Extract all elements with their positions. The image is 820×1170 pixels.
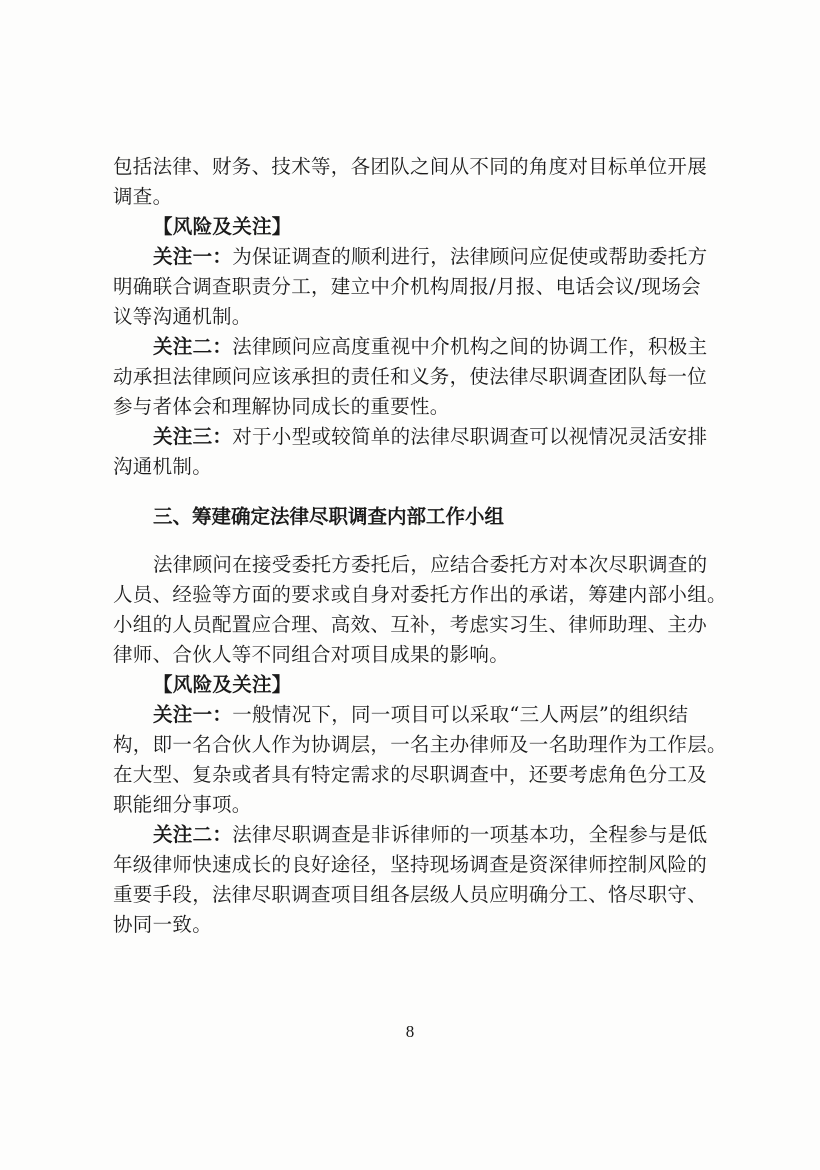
page-body bbox=[113, 152, 727, 940]
note-line bbox=[113, 242, 719, 272]
note-label: 关注二： bbox=[153, 823, 233, 846]
text-line: 协同一致。 bbox=[113, 913, 213, 936]
note-label: 关注一： bbox=[153, 245, 233, 268]
note-text: 法律顾问应高度重视中介机构之间的协调工作，积极主 bbox=[232, 335, 708, 358]
note-text: 为保证调查的顺利进行，法律顾问应促使或帮助委托方 bbox=[232, 245, 708, 268]
text-line: 人员、经验等方面的要求或自身对委托方作出的承诺，筹建内部小组。 bbox=[113, 583, 727, 606]
text-line: 小组的人员配置应合理、高效、互补，考虑实习生、律师助理、主办 bbox=[113, 613, 708, 636]
note-text: 法律尽职调查是非诉律师的一项基本功，全程参与是低 bbox=[232, 823, 708, 846]
section-heading: 三、筹建确定法律尽职调查内部工作小组 bbox=[153, 505, 505, 528]
risk-heading: 【风险及关注】 bbox=[153, 673, 292, 696]
text-line: 参与者体会和理解协同成长的重要性。 bbox=[113, 395, 450, 418]
note-label: 关注三： bbox=[153, 425, 233, 448]
text-line: 沟通机制。 bbox=[113, 455, 213, 478]
note-text: 一般情况下，同一项目可以采取“三人两层”的组织结 bbox=[232, 703, 689, 726]
note-line bbox=[113, 820, 719, 850]
text-line: 律师、合伙人等不同组合对项目成果的影响。 bbox=[113, 643, 510, 666]
text-line: 动承担法律顾问应该承担的责任和义务，使法律尽职调查团队每一位 bbox=[113, 365, 708, 388]
risk-heading: 【风险及关注】 bbox=[153, 215, 292, 238]
text-line: 职能细分事项。 bbox=[113, 793, 252, 816]
note-label: 关注二： bbox=[153, 335, 233, 358]
note-label: 关注一： bbox=[153, 703, 233, 726]
text-line: 构，即一名合伙人作为协调层，一名主办律师及一名助理作为工作层。 bbox=[113, 733, 727, 756]
text-line: 年级律师快速成长的良好途径，坚持现场调查是资深律师控制风险的 bbox=[113, 853, 708, 876]
text-line: 明确联合调查职责分工，建立中介机构周报/月报、电话会议/现场会 bbox=[113, 275, 701, 298]
note-line bbox=[113, 332, 719, 362]
note-line bbox=[113, 700, 719, 730]
text-line: 重要手段，法律尽职调查项目组各层级人员应明确分工、恪尽职守、 bbox=[113, 883, 708, 906]
text-line: 在大型、复杂或者具有特定需求的尽职调查中，还要考虑角色分工及 bbox=[113, 763, 708, 786]
page-number: 8 bbox=[405, 1022, 415, 1041]
text-line: 调查。 bbox=[113, 185, 173, 208]
text-line: 议等沟通机制。 bbox=[113, 305, 252, 328]
note-text: 对于小型或较简单的法律尽职调查可以视情况灵活安排 bbox=[232, 425, 708, 448]
text-line: 法律顾问在接受委托方委托后，应结合委托方对本次尽职调查的 bbox=[153, 553, 708, 576]
text-line: 包括法律、财务、技术等，各团队之间从不同的角度对目标单位开展 bbox=[113, 155, 708, 178]
note-line bbox=[113, 422, 719, 452]
